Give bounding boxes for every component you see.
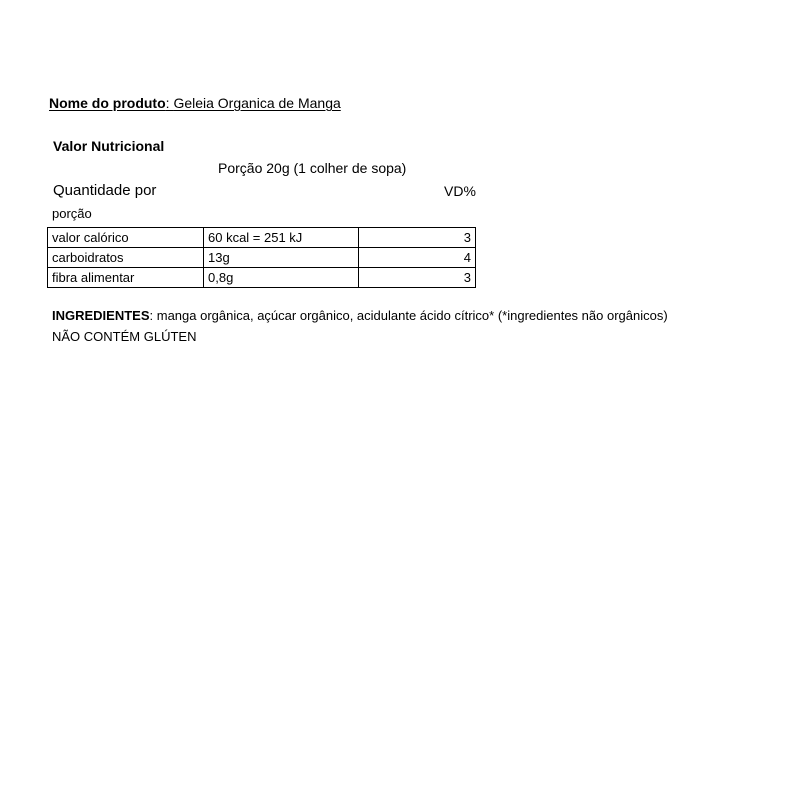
product-name-label: Nome do produto: [49, 95, 166, 111]
dv-cell: 4: [359, 248, 476, 268]
ingredients-line: [52, 307, 668, 325]
dv-cell: 3: [359, 228, 476, 248]
ingredients-label: INGREDIENTES: [52, 308, 150, 323]
product-name-value: Geleia Organica de Manga: [173, 95, 341, 111]
ingredients-text: manga orgânica, açúcar orgânico, acidulante ácido cítrico* (*ingredientes não orgânicos): [156, 308, 668, 323]
allergen-statement: NÃO CONTÉM GLÚTEN: [52, 329, 197, 344]
dv-header: VD%: [444, 183, 476, 199]
nutrition-table: [47, 227, 476, 288]
product-name-line: [49, 94, 341, 112]
table-row: [48, 248, 476, 268]
quantity-header-continued: porção: [52, 206, 92, 221]
amount-cell: 0,8g: [204, 268, 359, 288]
table-row: [48, 268, 476, 288]
amount-cell: 60 kcal = 251 kJ: [204, 228, 359, 248]
product-name-separator: :: [165, 95, 174, 111]
ingredients-separator: :: [149, 308, 157, 323]
serving-size: Porção 20g (1 colher de sopa): [218, 160, 407, 176]
nutrient-cell: valor calórico: [48, 228, 204, 248]
amount-cell: 13g: [204, 248, 359, 268]
nutrient-cell: fibra alimentar: [48, 268, 204, 288]
dv-cell: 3: [359, 268, 476, 288]
table-row: [48, 228, 476, 248]
nutrient-cell: carboidratos: [48, 248, 204, 268]
nutrition-title: Valor Nutricional: [53, 138, 165, 154]
quantity-header: Quantidade por: [53, 182, 157, 199]
